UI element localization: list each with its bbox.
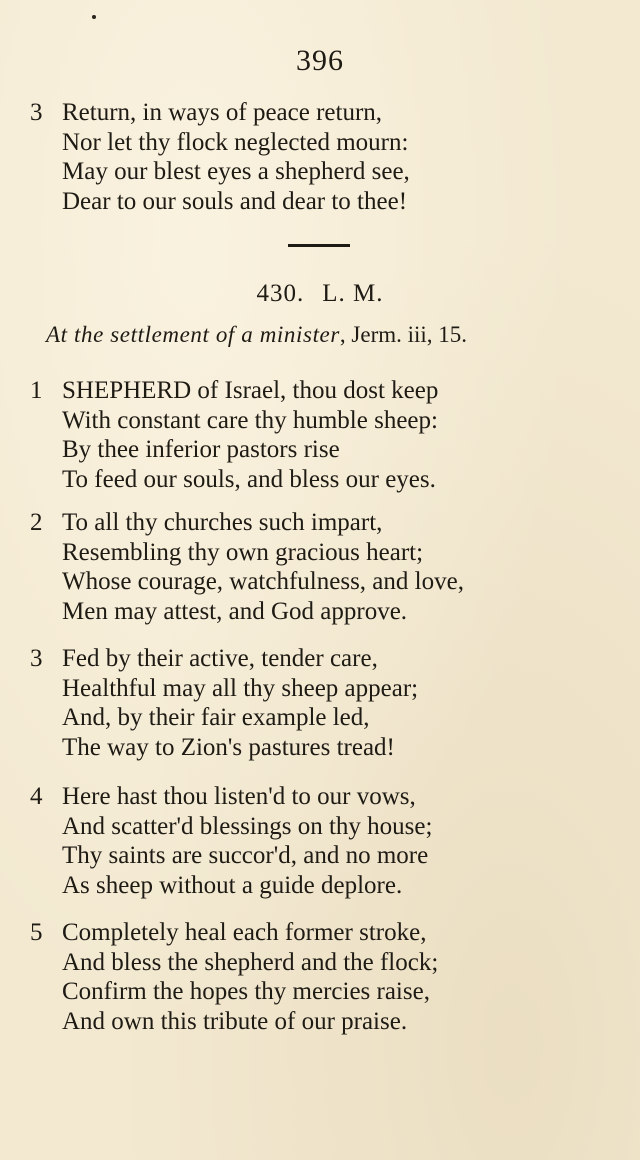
- stanza-4: [30, 782, 610, 900]
- stanza-line: Thy saints are succor'd, and no more: [62, 842, 429, 869]
- stanza-line: 2 To all thy churches such impart,: [30, 509, 383, 536]
- stanza-line: As sheep without a guide deplore.: [62, 871, 403, 899]
- stanza-line: Resembling thy own gracious heart;: [62, 538, 424, 566]
- stanza-line: Men may attest, and God approve.: [62, 597, 408, 625]
- stanza-1: [30, 376, 610, 494]
- stanza-line: With constant care thy humble sheep:: [62, 406, 438, 434]
- section-divider: [288, 244, 350, 247]
- stanza-line: 3 Fed by their active, tender care,: [30, 645, 378, 672]
- hymn-heading: [0, 280, 640, 308]
- stanza-3: [30, 644, 610, 762]
- stanza-line: And scatter'd blessings on thy house;: [62, 812, 433, 840]
- stanza-line: And own this tribute of our praise.: [62, 1007, 408, 1035]
- hymn-subtitle: [46, 322, 467, 348]
- stanza-line: Healthful may all thy sheep appear;: [62, 674, 419, 702]
- stanza-line: 3 Return, in ways of peace return,: [30, 99, 383, 126]
- stanza-2: [30, 508, 610, 626]
- stanza-number: 5: [30, 919, 43, 946]
- stanza-line: 4 Here hast thou listen'd to our vows,: [30, 783, 416, 810]
- stanza-5: [30, 918, 610, 1036]
- stanza-line: To feed our souls, and bless our eyes.: [62, 465, 436, 493]
- stanza-line: Dear to our souls and dear to thee!: [62, 187, 408, 215]
- stanza-number: 4: [30, 783, 43, 810]
- hymn-occasion: At the settlement of a minister: [46, 322, 340, 347]
- page-number: 396: [296, 44, 344, 77]
- stanza-previous-hymn: [30, 98, 610, 216]
- stanza-number: 3: [30, 645, 43, 672]
- stanza-line: The way to Zion's pastures tread!: [62, 733, 395, 761]
- stanza-line: And, by their fair example led,: [62, 704, 370, 731]
- ink-speck: [92, 15, 96, 19]
- stanza-line: 1 SHEPHERD of Israel, thou dost keep: [30, 377, 439, 404]
- stanza-line: May our blest eyes a shepherd see,: [62, 158, 410, 185]
- stanza-line: Confirm the hopes thy mercies raise,: [62, 978, 430, 1005]
- stanza-number: 2: [30, 509, 43, 536]
- hymn-meter: L. M.: [322, 280, 384, 307]
- hymn-number: 430.: [256, 280, 305, 307]
- scripture-reference: , Jerm. iii, 15.: [339, 322, 468, 347]
- stanza-line: By thee inferior pastors rise: [62, 436, 340, 463]
- stanza-line: And bless the shepherd and the flock;: [62, 948, 439, 976]
- stanza-line: 5 Completely heal each former stroke,: [30, 919, 427, 946]
- stanza-number: 3: [30, 99, 43, 126]
- stanza-line: Nor let thy flock neglected mourn:: [62, 128, 409, 156]
- stanza-line: Whose courage, watchfulness, and love,: [62, 568, 464, 595]
- stanza-number: 1: [30, 377, 43, 404]
